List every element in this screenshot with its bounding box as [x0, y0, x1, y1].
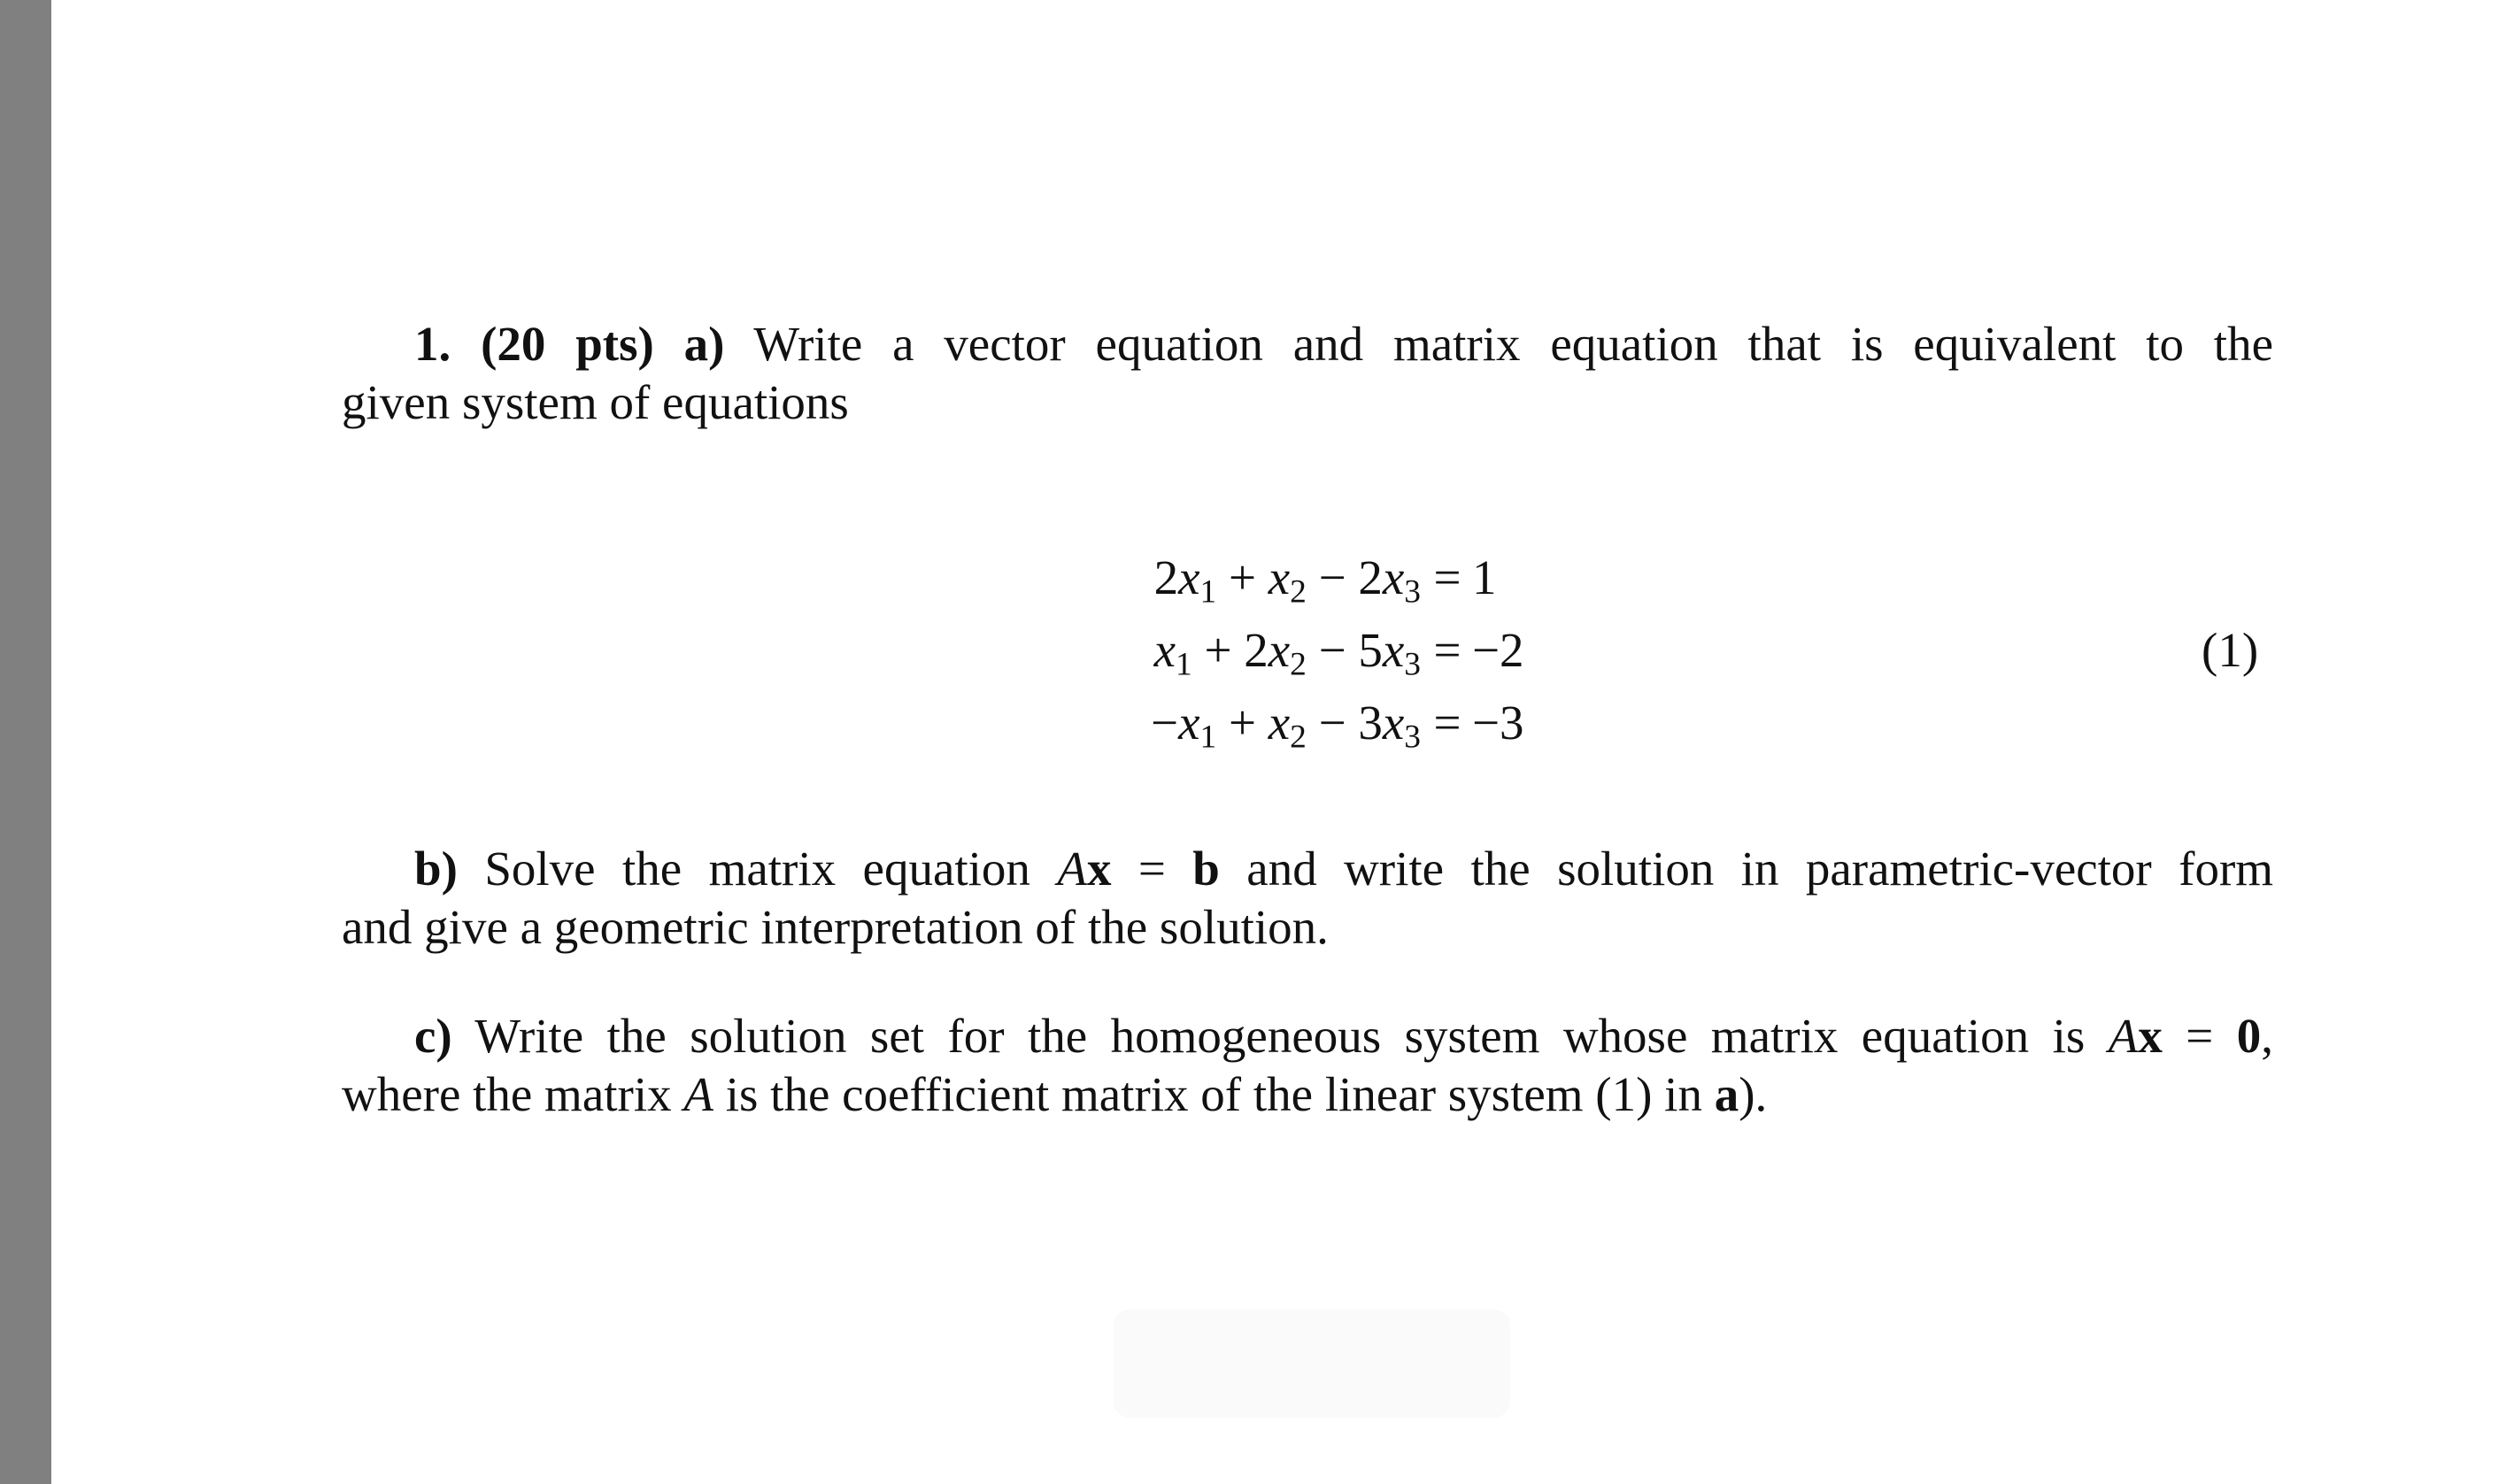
part-c-label: c) — [414, 1009, 452, 1063]
part-c-text-before: Write the solution set for the homogeneous system whose matrix equation is — [474, 1009, 2086, 1063]
equation-row — [1089, 614, 1578, 687]
part-a-reference: a — [1714, 1067, 1739, 1121]
equation-number: (1) — [2202, 623, 2259, 677]
equation-system — [1089, 542, 1578, 759]
part-b-text-2: and give a geometric interpretation of the solution. — [342, 900, 1329, 954]
matrix-A: A — [2108, 1009, 2139, 1063]
equation-rel: = — [1433, 550, 1461, 604]
equation-rel: = — [1433, 696, 1461, 750]
equation-rhs: −3 — [1472, 696, 1524, 750]
problem-1-part-a — [342, 315, 2273, 432]
part-c-text-2a: where the matrix — [342, 1067, 672, 1121]
part-c-line-2 — [342, 1065, 2273, 1124]
part-a-text-1: Write a vector equation and matrix equation that is equivalent to the — [753, 317, 2273, 371]
equation-lhs: $x_1 + 2x_2 - 5x_3$ — [1153, 623, 1421, 683]
problem-1-part-c — [342, 1007, 2273, 1124]
part-a-label: a) — [683, 317, 725, 371]
faint-overlay-box — [1114, 1310, 1510, 1418]
vector-b: b — [1192, 842, 1220, 896]
problem-number: 1. — [414, 317, 451, 371]
part-b-text-after: and write the solution in parametric-vector form — [1246, 842, 2274, 896]
zero-vector: 0 — [2236, 1009, 2262, 1063]
equation-lhs: $-x_1 + x_2 - 3x_3$ — [1151, 696, 1421, 756]
part-a-line-1 — [342, 315, 2273, 373]
part-a-text-2: given system of equations — [342, 375, 849, 429]
equation-lhs: $2x_1 + x_2 - 2x_3$ — [1153, 550, 1421, 611]
matrix-A: A — [1057, 842, 1087, 896]
part-b-text-before: Solve the matrix equation — [484, 842, 1030, 896]
vector-x: x — [2138, 1009, 2163, 1063]
equation-rhs: 1 — [1472, 550, 1497, 604]
equation-row — [1089, 687, 1578, 759]
equals-sign: = — [1137, 842, 1166, 896]
problem-1-part-b — [342, 840, 2273, 957]
equation-rhs: −2 — [1472, 623, 1524, 677]
part-c-text-2b: is the coefficient matrix of the linear system (1) in — [725, 1067, 1702, 1121]
equals-sign: = — [2186, 1009, 2214, 1063]
problem-points: (20 pts) — [481, 317, 654, 371]
comma: , — [2261, 1009, 2273, 1063]
left-scroll-edge — [0, 0, 51, 1484]
part-b-line-1 — [342, 840, 2273, 898]
part-b-label: b) — [414, 842, 458, 896]
equation-row — [1089, 542, 1578, 614]
matrix-A: A — [683, 1067, 713, 1121]
equation-rel: = — [1433, 623, 1461, 677]
part-c-text-2c: ). — [1739, 1067, 1768, 1121]
part-c-line-1 — [342, 1007, 2273, 1065]
vector-x: x — [1086, 842, 1112, 896]
